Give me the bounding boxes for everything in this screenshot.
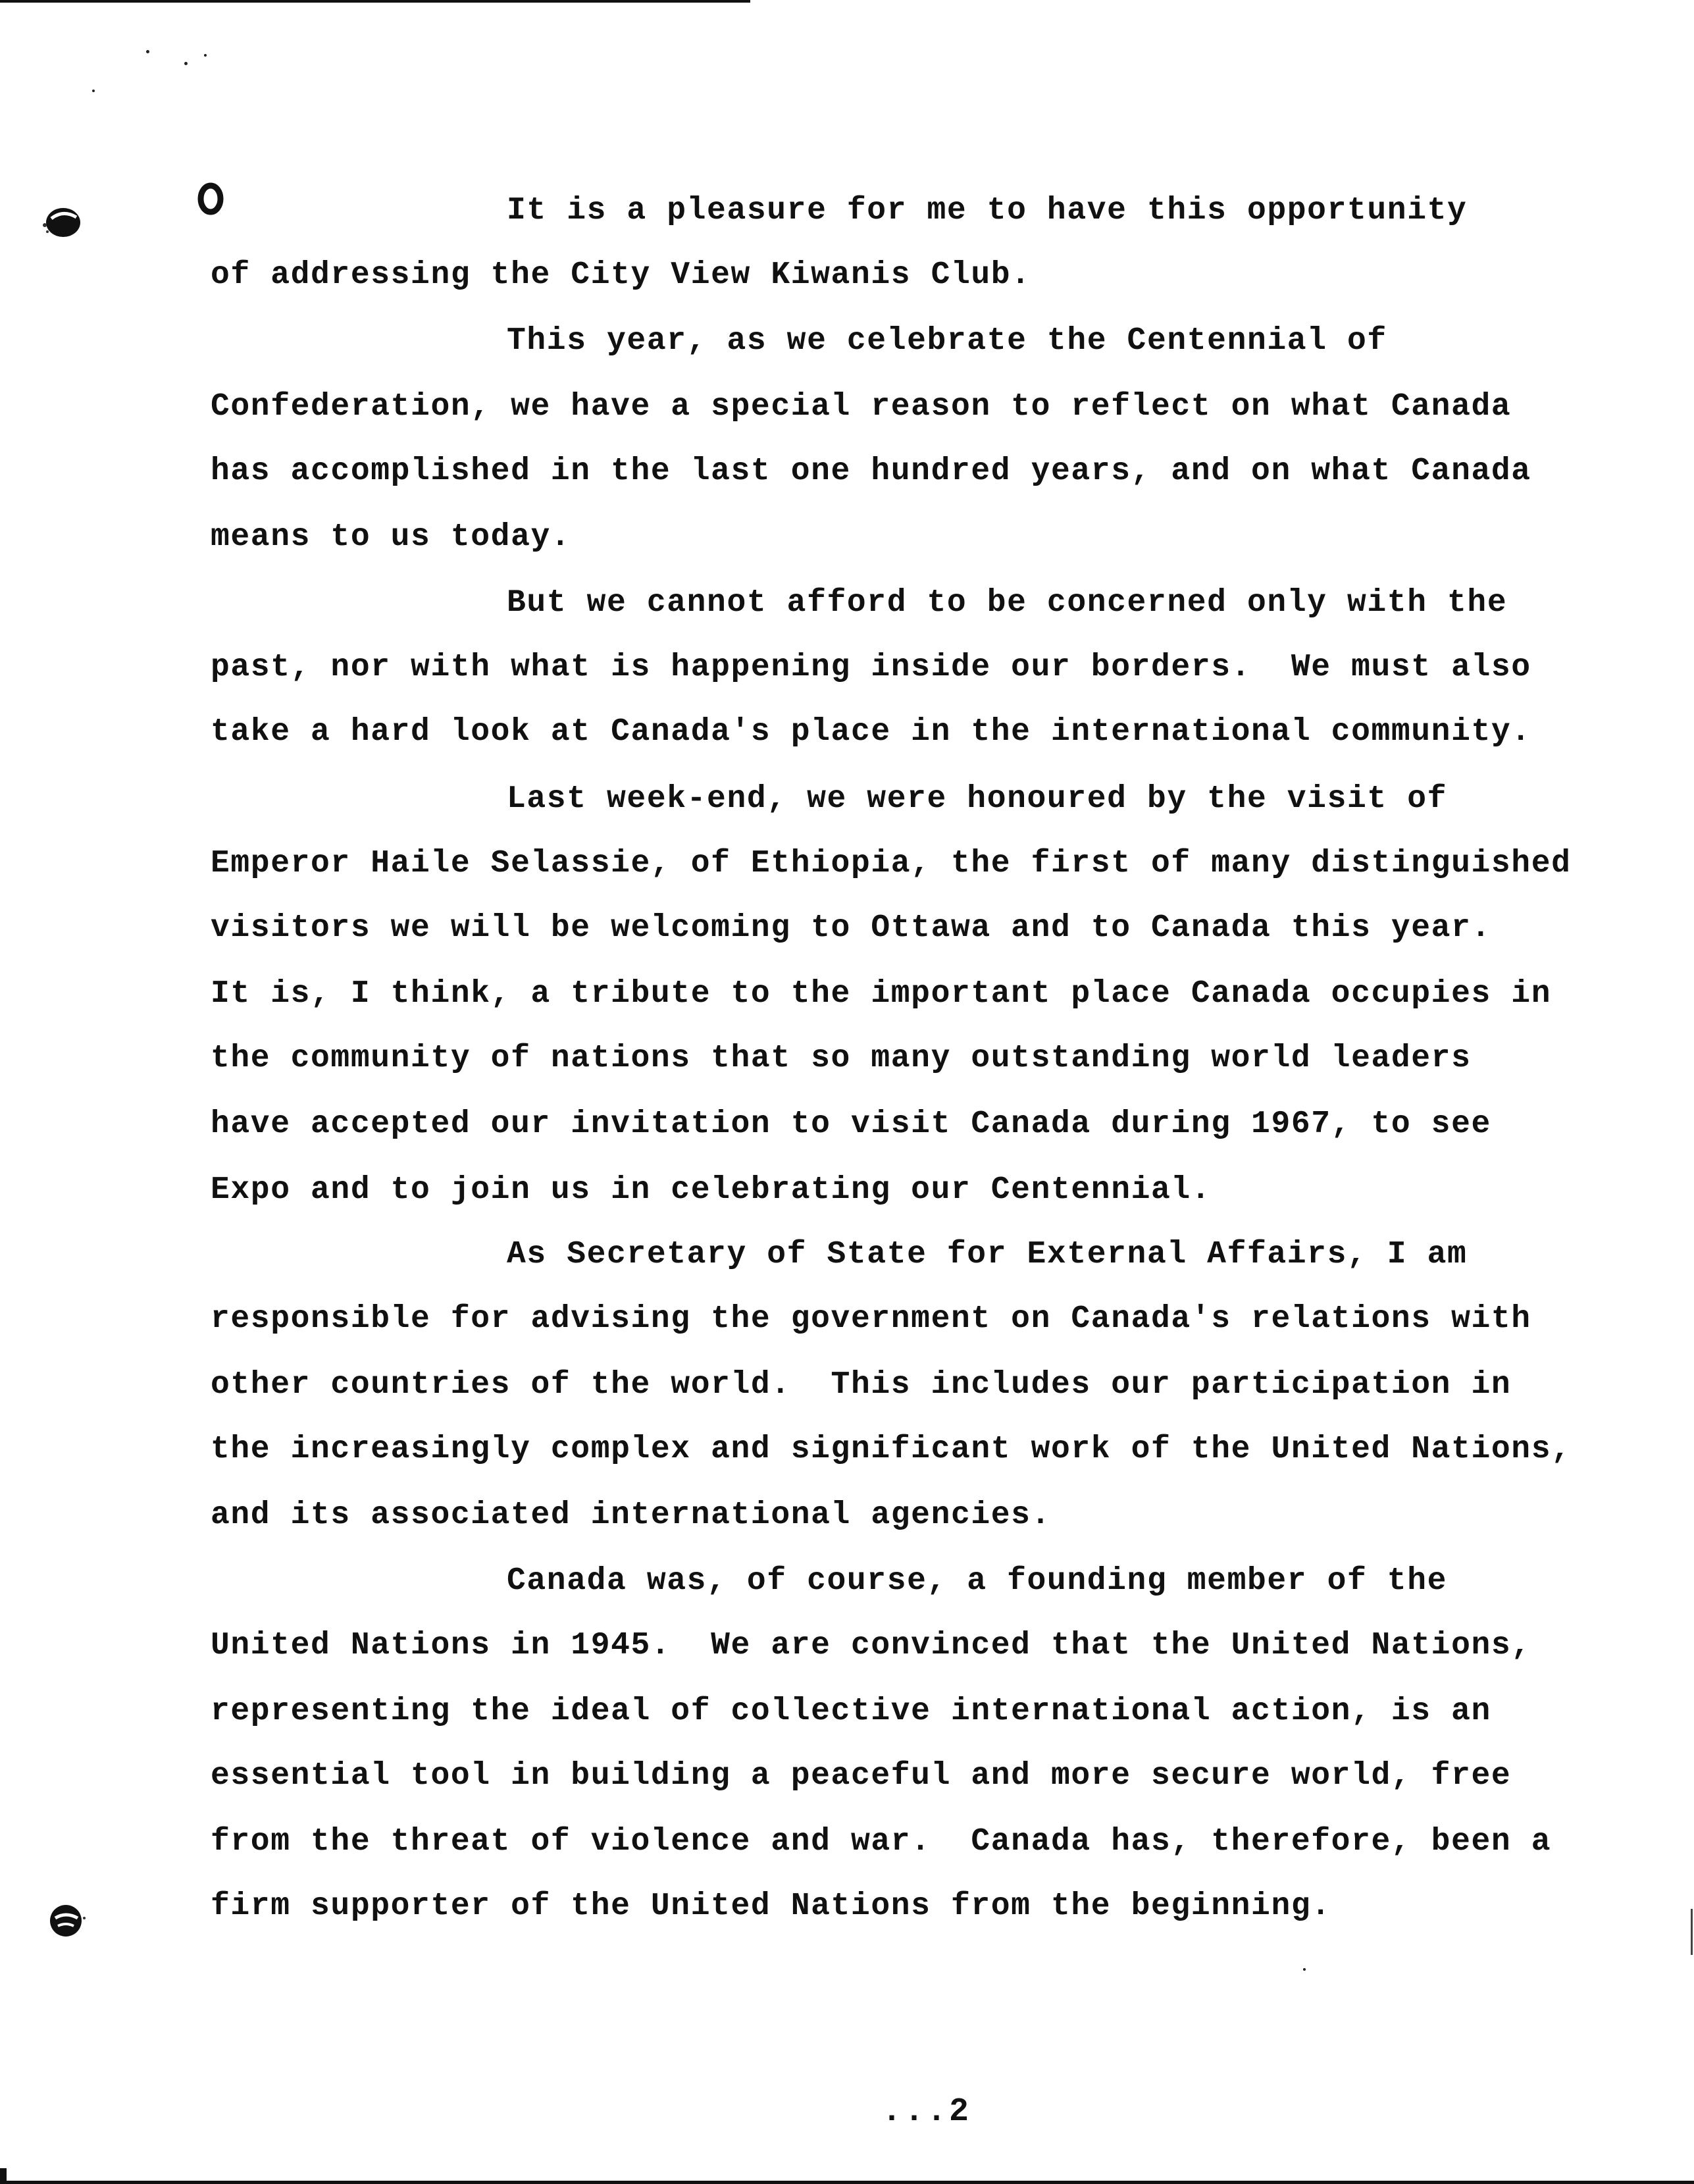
scan-edge-corner — [0, 2168, 7, 2184]
text-line: representing the ideal of collective international action, is an — [211, 1694, 1491, 1729]
text-line: have accepted our invitation to visit Canada during 1967, to see — [211, 1106, 1491, 1142]
text-line: and its associated international agencies. — [211, 1497, 1051, 1533]
text-line: United Nations in 1945. We are convinced that the United Nations, — [211, 1628, 1531, 1663]
text-line: Confederation, we have a special reason to reflect on what Canada — [211, 389, 1512, 425]
text-line: firm supporter of the United Nations from the beginning. — [211, 1888, 1331, 1924]
text-line: It is, I think, a tribute to the important place Canada occupies in — [211, 976, 1552, 1012]
dust-speck — [184, 62, 188, 65]
text-line: has accomplished in the last one hundred years, and on what Canada — [211, 454, 1531, 489]
text-line: This year, as we celebrate the Centennial of — [507, 323, 1387, 359]
text-line: Emperor Haile Selassie, of Ethiopia, the first of many distinguished — [211, 846, 1572, 881]
text-line: other countries of the world. This includes our participation in — [211, 1367, 1512, 1403]
text-line: Expo and to join us in celebrating our Centennial. — [211, 1172, 1212, 1208]
text-line: the community of nations that so many outstanding world leaders — [211, 1041, 1472, 1076]
text-line: essential tool in building a peaceful and more secure world, free — [211, 1758, 1512, 1794]
text-line: take a hard look at Canada's place in the international community. — [211, 714, 1531, 750]
scan-edge-bottom — [0, 2181, 1694, 2184]
text-line: past, nor with what is happening inside our borders. We must also — [211, 650, 1531, 685]
dust-speck — [204, 54, 207, 57]
text-line: Last week-end, we were honoured by the visit of — [507, 781, 1448, 817]
text-line: As Secretary of State for External Affairs, I am — [507, 1237, 1468, 1272]
punch-hole-icon — [43, 1898, 90, 1944]
dust-speck — [92, 90, 95, 92]
text-line: Canada was, of course, a founding member of the — [507, 1563, 1448, 1599]
scan-edge-top — [0, 0, 750, 3]
text-line: from the threat of violence and war. Canada has, therefore, been a — [211, 1824, 1552, 1859]
hand-mark-o-icon — [196, 182, 225, 216]
page-continuation-marker: ...2 — [882, 2093, 972, 2131]
text-line: means to us today. — [211, 519, 571, 555]
text-line: But we cannot afford to be concerned only with the — [507, 585, 1508, 621]
scan-edge-right — [1691, 1909, 1693, 1955]
text-line: It is a pleasure for me to have this opportunity — [507, 193, 1468, 228]
dust-speck — [146, 50, 149, 53]
dust-speck — [1303, 1968, 1306, 1971]
text-line: of addressing the City View Kiwanis Club. — [211, 257, 1031, 293]
text-line: responsible for advising the government on Canada's relations with — [211, 1301, 1531, 1337]
text-line: visitors we will be welcoming to Ottawa and to Canada this year. — [211, 910, 1491, 946]
text-line: the increasingly complex and significant work of the United Nations, — [211, 1432, 1572, 1467]
punch-hole-icon — [38, 197, 84, 244]
